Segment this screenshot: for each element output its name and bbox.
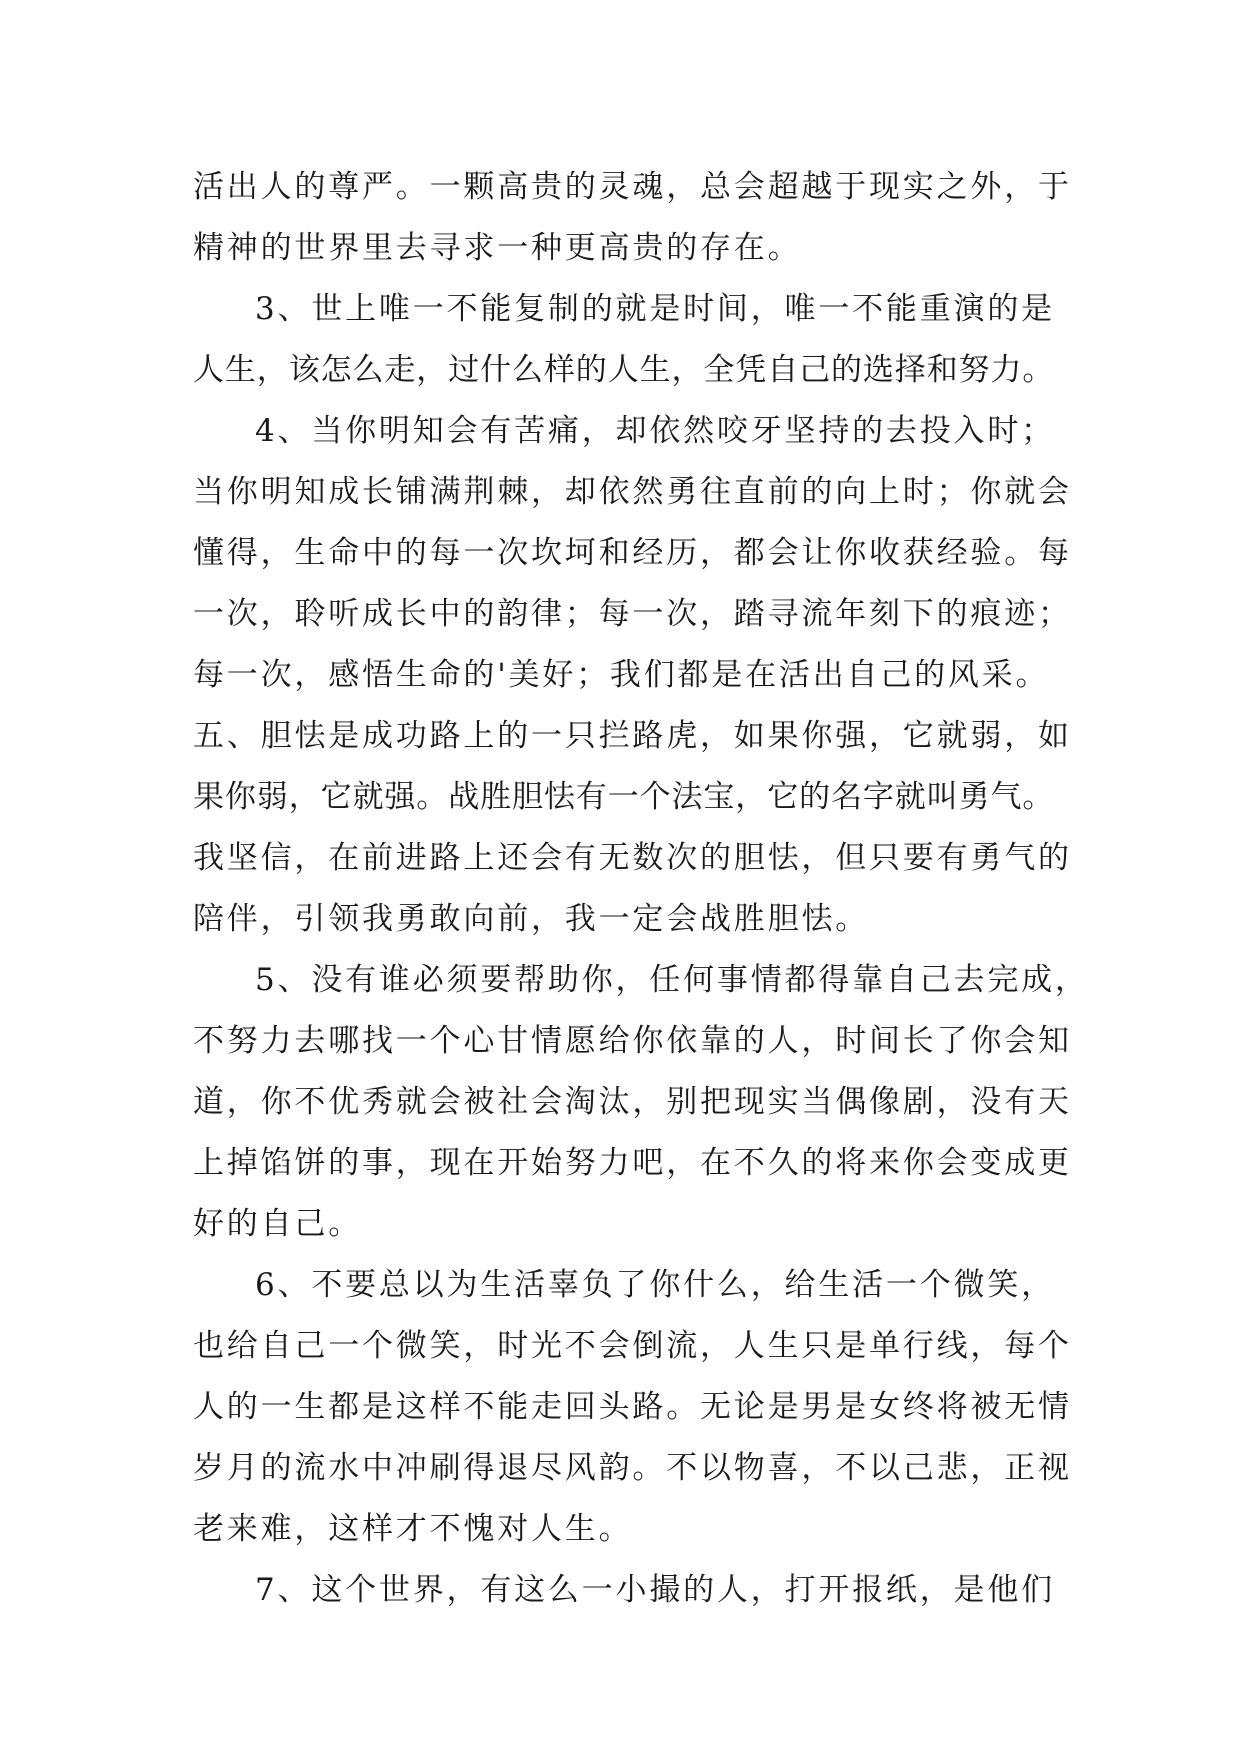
paragraph-start-line: 4、当你明知会有苦痛，却依然咬牙坚持的去投入时； (255, 413, 1055, 449)
text-line: 陪伴，引领我勇敢向前，我一定会战胜胆怯。 (193, 901, 869, 937)
text-line: 上掉馅饼的事，现在开始努力吧，在不久的将来你会变成更 (193, 1145, 1072, 1181)
paragraph-start-line: 3、世上唯一不能复制的就是时间，唯一不能重演的是 (255, 291, 1055, 327)
text-line: 果你弱，它就强。战胜胆怯有一个法宝，它的名字就叫勇气。 (193, 779, 1055, 815)
text-line: 道，你不优秀就会被社会淘汰，别把现实当偶像剧，没有天 (193, 1084, 1072, 1120)
paragraph-start-line: 6、不要总以为生活辜负了你什么，给生活一个微笑， (255, 1267, 1055, 1303)
text-line: 人生，该怎么走，过什么样的人生，全凭自己的选择和努力。 (193, 352, 1055, 388)
text-line: 精神的世界里去寻求一种更高贵的存在。 (193, 230, 802, 266)
text-line: 懂得，生命中的每一次坎坷和经历，都会让你收获经验。每 (193, 535, 1072, 571)
text-line: 活出人的尊严。一颗高贵的灵魂，总会超越于现实之外，于 (193, 169, 1072, 205)
text-line: 人的一生都是这样不能走回头路。无论是男是女终将被无情 (193, 1389, 1072, 1425)
text-line: 好的自己。 (193, 1206, 362, 1242)
text-line: 也给自己一个微笑，时光不会倒流，人生只是单行线，每个 (193, 1328, 1072, 1364)
text-line: 不努力去哪找一个心甘情愿给你依靠的人，时间长了你会知 (193, 1023, 1072, 1059)
text-line: 老来难，这样才不愧对人生。 (193, 1511, 633, 1547)
text-line: 五、胆怯是成功路上的一只拦路虎，如果你强，它就弱，如 (193, 718, 1072, 754)
text-line: 我坚信，在前进路上还会有无数次的胆怯，但只要有勇气的 (193, 840, 1072, 876)
document-body (193, 157, 1089, 1621)
paragraph-start-line: 7、这个世界，有这么一小撮的人，打开报纸，是他们 (255, 1572, 1055, 1608)
text-line: 当你明知成长铺满荆棘，却依然勇往直前的向上时；你就会 (193, 474, 1072, 510)
text-line: 一次，聆听成长中的韵律；每一次，踏寻流年刻下的痕迹； (193, 596, 1072, 632)
text-line: 岁月的流水中冲刷得退尽风韵。不以物喜，不以己悲，正视 (193, 1450, 1072, 1486)
text-line: 每一次，感悟生命的'美好；我们都是在活出自己的风采。 (193, 657, 1050, 693)
paragraph-start-line: 5、没有谁必须要帮助你，任何事情都得靠自己去完成， (255, 962, 1089, 998)
